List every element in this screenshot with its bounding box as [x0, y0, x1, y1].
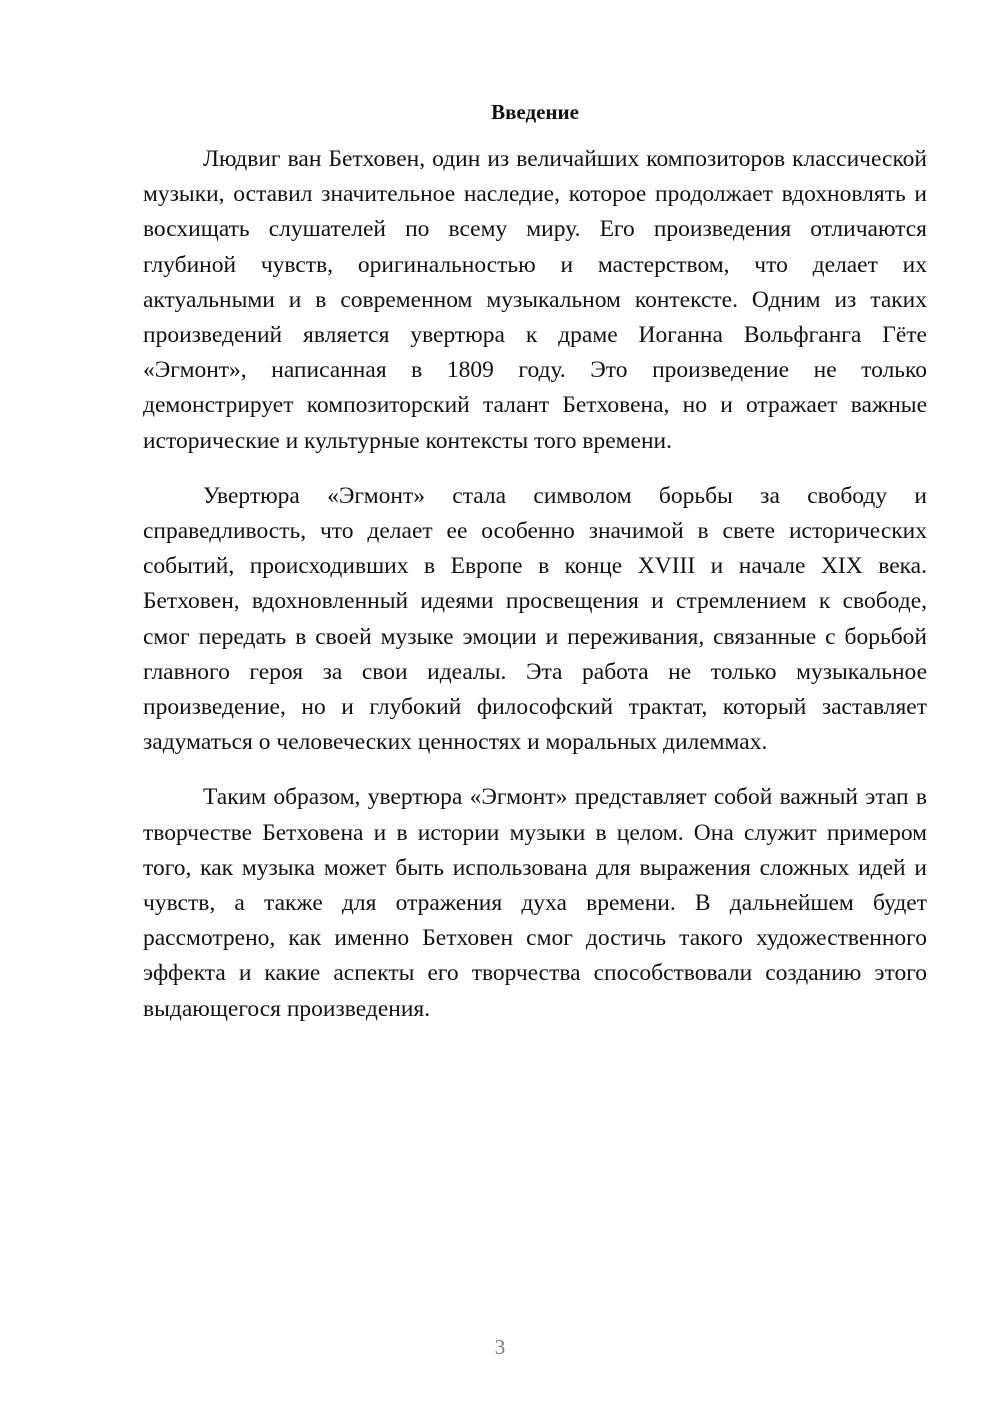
section-heading: Введение	[491, 100, 579, 124]
paragraph-egmont-symbol: Увертюра «Эгмонт» стала символом борьбы за свободу и справедливость, что делает ее особенно значимой в свете исторических событий, происходивших в Европе в конце XVIII и начале XIX века. Бетховен, вдохновленный идеями просвещения и стремлением к свободе, смог передать в своей музыке эмоции и переживания, связанные с борьбой главного героя за свои идеалы. Эта работа не только музыкальное произведение, но и глубокий философский трактат, который заставляет задуматься о человеческих ценностях и моральных дилеммах.	[143, 482, 927, 756]
paragraph-conclusion: Таким образом, увертюра «Эгмонт» представляет собой важный этап в творчестве Бетховена и в истории музыки в целом. Она служит примером того, как музыка может быть использована для выражения сложных идей и чувств, а также для отражения духа времени. В дальнейшем будет рассмотрено, как именно Бетховен смог достичь такого художественного эффекта и какие аспекты его творчества способствовали созданию этого выдающегося произведения.	[143, 784, 927, 1022]
body-text	[143, 142, 927, 1047]
page-number: 3	[494, 1335, 506, 1359]
paragraph-intro: Людвиг ван Бетховен, один из величайших композиторов классической музыки, оставил значительное наследие, которое продолжает вдохновлять и восхищать слушателей по всему миру. Его произведения отличаются глубиной чувств, оригинальностью и мастерством, что делает их актуальными и в современном музыкальном контексте. Одним из таких произведений является увертюра к драме Иоганна Вольфганга Гёте «Эгмонт», написанная в 1809 году. Это произведение не только демонстрирует композиторский талант Бетховена, но и отражает важные исторические и культурные контексты того времени.	[143, 146, 927, 454]
